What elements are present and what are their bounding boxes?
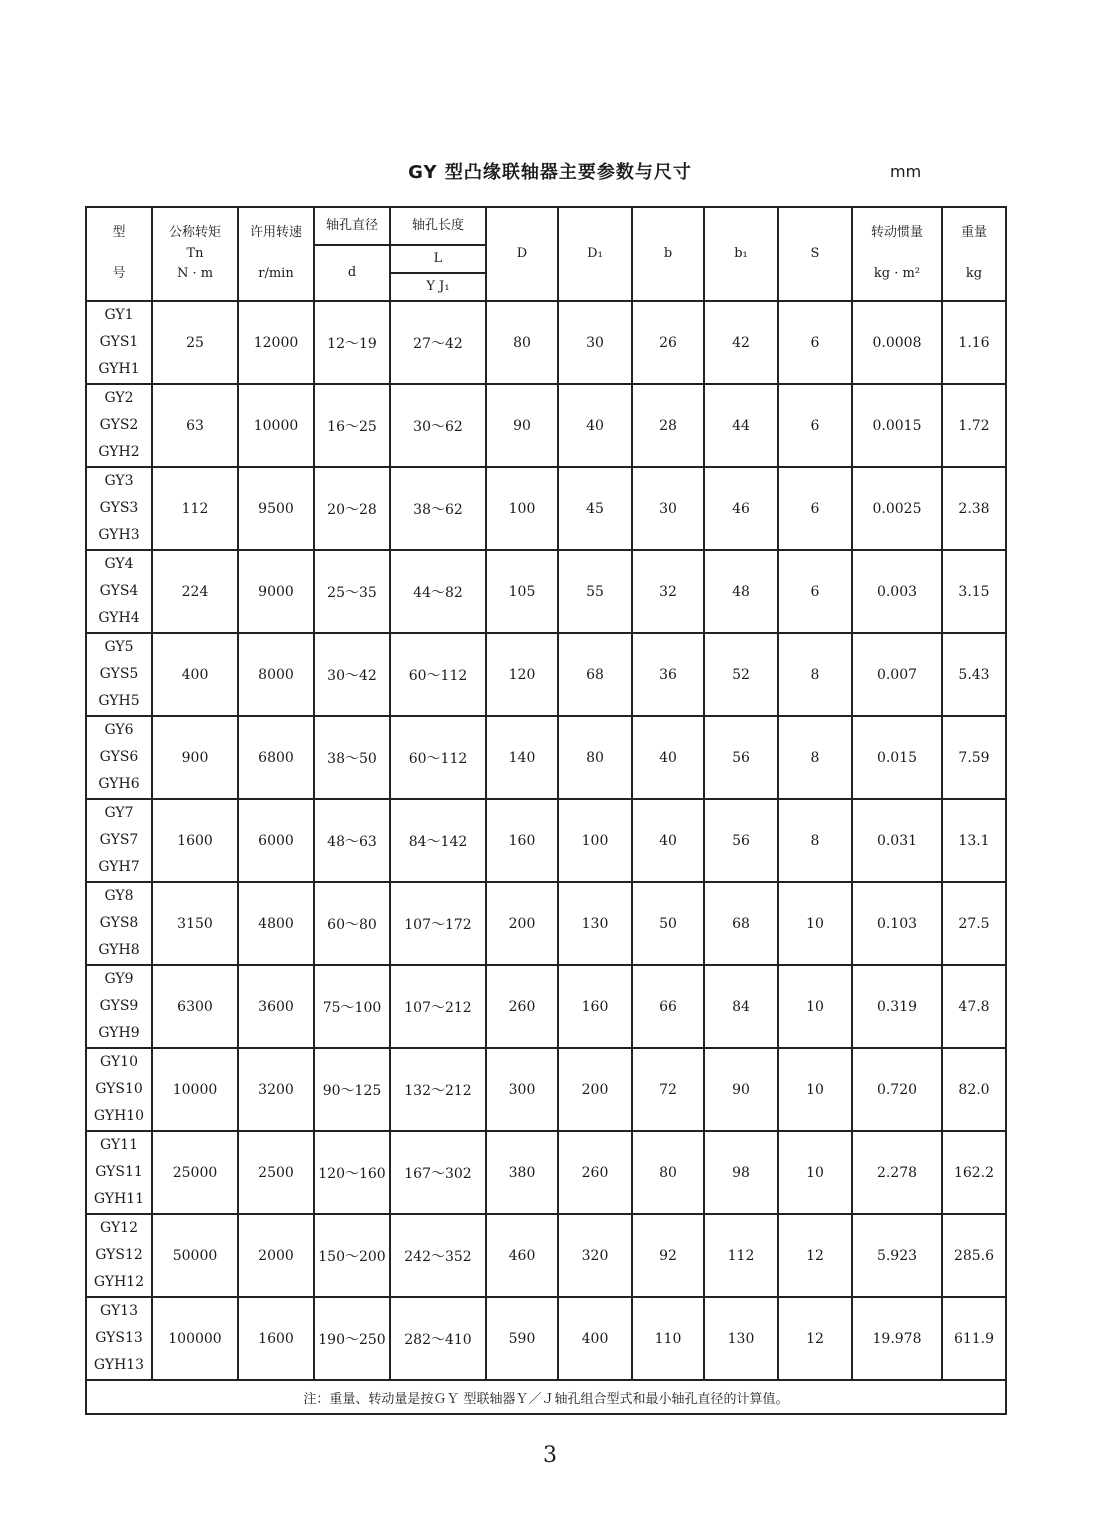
cell-b1: 56 (704, 716, 778, 799)
cell-l: 282～410 (390, 1297, 486, 1380)
cell-weight: 162.2 (942, 1131, 1006, 1214)
cell-tn: 112 (152, 467, 238, 550)
cell-D: 460 (486, 1214, 558, 1297)
cell-b1: 44 (704, 384, 778, 467)
header-b: b (632, 207, 704, 301)
cell-weight: 82.0 (942, 1048, 1006, 1131)
cell-S: 10 (778, 1131, 852, 1214)
cell-d: 48～63 (314, 799, 390, 882)
cell-n: 12000 (238, 301, 314, 384)
model-name: GY12 (100, 1220, 138, 1236)
cell-d: 150～200 (314, 1214, 390, 1297)
cell-D: 160 (486, 799, 558, 882)
cell-n: 9000 (238, 550, 314, 633)
cell-inertia: 19.978 (852, 1297, 942, 1380)
cell-b1: 130 (704, 1297, 778, 1380)
model-name: GYH8 (98, 942, 140, 958)
model-name: GY3 (104, 473, 134, 489)
cell-b: 110 (632, 1297, 704, 1380)
cell-D1: 130 (558, 882, 632, 965)
cell-inertia: 5.923 (852, 1214, 942, 1297)
model-name: GY4 (104, 556, 134, 572)
model-name: GYH2 (98, 444, 140, 460)
model-cell (86, 1131, 152, 1214)
cell-D1: 100 (558, 799, 632, 882)
cell-d: 25～35 (314, 550, 390, 633)
model-name: GYS8 (99, 915, 139, 931)
model-name: GY6 (104, 722, 134, 738)
cell-n: 2000 (238, 1214, 314, 1297)
cell-b1: 52 (704, 633, 778, 716)
cell-S: 10 (778, 882, 852, 965)
cell-b1: 112 (704, 1214, 778, 1297)
cell-D1: 45 (558, 467, 632, 550)
model-name: GYH11 (93, 1191, 145, 1207)
spec-table (85, 206, 1007, 1415)
header-L: L (390, 245, 486, 273)
table-row (86, 1297, 1006, 1380)
cell-weight: 1.72 (942, 384, 1006, 467)
cell-weight: 2.38 (942, 467, 1006, 550)
cell-b: 28 (632, 384, 704, 467)
cell-inertia: 0.007 (852, 633, 942, 716)
cell-l: 84～142 (390, 799, 486, 882)
model-name: GYH4 (98, 610, 140, 626)
cell-D1: 40 (558, 384, 632, 467)
header-bore-length: 轴孔长度 (390, 207, 486, 245)
cell-weight: 47.8 (942, 965, 1006, 1048)
cell-S: 8 (778, 633, 852, 716)
cell-weight: 3.15 (942, 550, 1006, 633)
cell-S: 8 (778, 716, 852, 799)
header-torque: 公称转矩 Tn N · m (152, 207, 238, 301)
cell-b: 40 (632, 799, 704, 882)
cell-tn: 63 (152, 384, 238, 467)
table-title: GY 型凸缘联轴器主要参数与尺寸 (408, 162, 692, 183)
model-cell (86, 1048, 152, 1131)
cell-d: 120～160 (314, 1131, 390, 1214)
cell-d: 75～100 (314, 965, 390, 1048)
model-name: GYH12 (93, 1274, 145, 1290)
model-cell (86, 1297, 152, 1380)
cell-l: 30～62 (390, 384, 486, 467)
cell-weight: 7.59 (942, 716, 1006, 799)
table-row (86, 384, 1006, 467)
cell-D: 120 (486, 633, 558, 716)
header-model: 型 号 (86, 207, 152, 301)
cell-D1: 260 (558, 1131, 632, 1214)
cell-inertia: 0.720 (852, 1048, 942, 1131)
cell-inertia: 0.031 (852, 799, 942, 882)
cell-l: 132～212 (390, 1048, 486, 1131)
model-name: GY11 (100, 1137, 138, 1153)
page-number: 3 (543, 1443, 557, 1468)
cell-S: 6 (778, 384, 852, 467)
cell-D1: 30 (558, 301, 632, 384)
cell-b1: 46 (704, 467, 778, 550)
model-name: GYH9 (98, 1025, 140, 1041)
cell-b: 92 (632, 1214, 704, 1297)
cell-n: 2500 (238, 1131, 314, 1214)
cell-S: 10 (778, 1048, 852, 1131)
cell-b1: 84 (704, 965, 778, 1048)
cell-S: 8 (778, 799, 852, 882)
model-name: GY1 (104, 307, 134, 323)
model-name: GYS5 (99, 666, 139, 682)
cell-n: 6000 (238, 799, 314, 882)
cell-n: 10000 (238, 384, 314, 467)
cell-inertia: 0.0008 (852, 301, 942, 384)
table-row (86, 1131, 1006, 1214)
cell-b: 72 (632, 1048, 704, 1131)
header-b1: b₁ (704, 207, 778, 301)
header-weight: 重量 kg (942, 207, 1006, 301)
table-row (86, 1214, 1006, 1297)
cell-tn: 900 (152, 716, 238, 799)
cell-inertia: 0.319 (852, 965, 942, 1048)
cell-tn: 1600 (152, 799, 238, 882)
model-cell (86, 301, 152, 384)
cell-l: 38～62 (390, 467, 486, 550)
cell-D: 100 (486, 467, 558, 550)
cell-D: 260 (486, 965, 558, 1048)
table-row (86, 716, 1006, 799)
cell-S: 10 (778, 965, 852, 1048)
cell-d: 90～125 (314, 1048, 390, 1131)
cell-weight: 5.43 (942, 633, 1006, 716)
table-row (86, 301, 1006, 384)
model-cell (86, 550, 152, 633)
cell-b: 40 (632, 716, 704, 799)
header-D1: D₁ (558, 207, 632, 301)
cell-n: 8000 (238, 633, 314, 716)
cell-b: 36 (632, 633, 704, 716)
cell-inertia: 0.015 (852, 716, 942, 799)
cell-tn: 224 (152, 550, 238, 633)
model-name: GYS1 (99, 334, 139, 350)
cell-b1: 48 (704, 550, 778, 633)
cell-D: 90 (486, 384, 558, 467)
cell-D1: 160 (558, 965, 632, 1048)
model-name: GYS7 (99, 832, 139, 848)
model-name: GYH7 (98, 859, 140, 875)
header-Y-J1: Y J₁ (390, 273, 486, 301)
model-name: GYS3 (99, 500, 139, 516)
table-row (86, 1048, 1006, 1131)
cell-S: 12 (778, 1214, 852, 1297)
cell-S: 12 (778, 1297, 852, 1380)
model-cell (86, 384, 152, 467)
cell-weight: 13.1 (942, 799, 1006, 882)
model-name: GY10 (100, 1054, 138, 1070)
cell-tn: 100000 (152, 1297, 238, 1380)
cell-tn: 3150 (152, 882, 238, 965)
model-name: GYH10 (93, 1108, 145, 1124)
cell-d: 190～250 (314, 1297, 390, 1380)
cell-n: 4800 (238, 882, 314, 965)
cell-d: 20～28 (314, 467, 390, 550)
cell-d: 60～80 (314, 882, 390, 965)
cell-b1: 42 (704, 301, 778, 384)
model-cell (86, 1214, 152, 1297)
cell-b1: 90 (704, 1048, 778, 1131)
cell-weight: 1.16 (942, 301, 1006, 384)
cell-b: 32 (632, 550, 704, 633)
cell-tn: 25 (152, 301, 238, 384)
cell-inertia: 0.003 (852, 550, 942, 633)
cell-tn: 50000 (152, 1214, 238, 1297)
cell-l: 60～112 (390, 716, 486, 799)
model-name: GY8 (104, 888, 134, 904)
model-name: GYS13 (95, 1330, 143, 1346)
cell-D1: 80 (558, 716, 632, 799)
table-row (86, 882, 1006, 965)
cell-b: 50 (632, 882, 704, 965)
cell-b: 30 (632, 467, 704, 550)
cell-D: 80 (486, 301, 558, 384)
cell-D1: 68 (558, 633, 632, 716)
header-d: d (314, 245, 390, 301)
cell-n: 3200 (238, 1048, 314, 1131)
model-name: GYS12 (95, 1247, 143, 1263)
cell-d: 16～25 (314, 384, 390, 467)
cell-b1: 56 (704, 799, 778, 882)
header-speed: 许用转速 r/min (238, 207, 314, 301)
unit-label: mm (890, 162, 922, 181)
model-cell (86, 965, 152, 1048)
model-name: GYS11 (95, 1164, 143, 1180)
cell-b1: 98 (704, 1131, 778, 1214)
model-name: GYS10 (95, 1081, 143, 1097)
model-name: GYS2 (99, 417, 139, 433)
model-name: GYH3 (98, 527, 140, 543)
model-cell (86, 882, 152, 965)
cell-D: 140 (486, 716, 558, 799)
cell-inertia: 0.0025 (852, 467, 942, 550)
model-name: GYS4 (99, 583, 139, 599)
cell-b: 66 (632, 965, 704, 1048)
cell-d: 30～42 (314, 633, 390, 716)
cell-b: 26 (632, 301, 704, 384)
model-name: GY13 (100, 1303, 138, 1319)
cell-D1: 320 (558, 1214, 632, 1297)
table-row (86, 550, 1006, 633)
model-name: GY2 (104, 390, 134, 406)
cell-weight: 611.9 (942, 1297, 1006, 1380)
cell-tn: 400 (152, 633, 238, 716)
model-cell (86, 633, 152, 716)
cell-l: 60～112 (390, 633, 486, 716)
model-name: GYH6 (98, 776, 140, 792)
cell-weight: 285.6 (942, 1214, 1006, 1297)
cell-l: 167～302 (390, 1131, 486, 1214)
model-name: GY9 (104, 971, 134, 987)
cell-S: 6 (778, 467, 852, 550)
cell-l: 242～352 (390, 1214, 486, 1297)
cell-S: 6 (778, 301, 852, 384)
cell-b: 80 (632, 1131, 704, 1214)
cell-inertia: 2.278 (852, 1131, 942, 1214)
cell-n: 9500 (238, 467, 314, 550)
cell-D1: 400 (558, 1297, 632, 1380)
cell-n: 3600 (238, 965, 314, 1048)
model-name: GY7 (104, 805, 134, 821)
cell-tn: 10000 (152, 1048, 238, 1131)
cell-D: 200 (486, 882, 558, 965)
table-row (86, 799, 1006, 882)
table-row (86, 633, 1006, 716)
model-cell (86, 467, 152, 550)
cell-tn: 6300 (152, 965, 238, 1048)
cell-inertia: 0.0015 (852, 384, 942, 467)
cell-D: 380 (486, 1131, 558, 1214)
model-name: GYH13 (93, 1357, 145, 1373)
cell-n: 6800 (238, 716, 314, 799)
cell-D1: 200 (558, 1048, 632, 1131)
cell-l: 107～172 (390, 882, 486, 965)
model-cell (86, 716, 152, 799)
cell-d: 38～50 (314, 716, 390, 799)
cell-b1: 68 (704, 882, 778, 965)
table-row (86, 467, 1006, 550)
header-S: S (778, 207, 852, 301)
cell-D1: 55 (558, 550, 632, 633)
header-inertia: 转动惯量 kg · m² (852, 207, 942, 301)
model-name: GYH1 (98, 361, 140, 377)
cell-S: 6 (778, 550, 852, 633)
model-name: GYH5 (98, 693, 140, 709)
cell-D: 105 (486, 550, 558, 633)
model-name: GYS6 (99, 749, 139, 765)
cell-d: 12～19 (314, 301, 390, 384)
model-cell (86, 799, 152, 882)
header-D: D (486, 207, 558, 301)
cell-l: 107～212 (390, 965, 486, 1048)
cell-n: 1600 (238, 1297, 314, 1380)
cell-tn: 25000 (152, 1131, 238, 1214)
cell-l: 44～82 (390, 550, 486, 633)
table-note: 注：重量、转动量是按ＧＹ 型联轴器Ｙ／Ｊ轴孔组合型式和最小轴孔直径的计算值。 (86, 1380, 1006, 1414)
model-name: GYS9 (99, 998, 139, 1014)
model-name: GY5 (104, 639, 134, 655)
cell-weight: 27.5 (942, 882, 1006, 965)
cell-D: 300 (486, 1048, 558, 1131)
header-bore-diameter: 轴孔直径 (314, 207, 390, 245)
table-row (86, 965, 1006, 1048)
cell-l: 27～42 (390, 301, 486, 384)
cell-D: 590 (486, 1297, 558, 1380)
cell-inertia: 0.103 (852, 882, 942, 965)
